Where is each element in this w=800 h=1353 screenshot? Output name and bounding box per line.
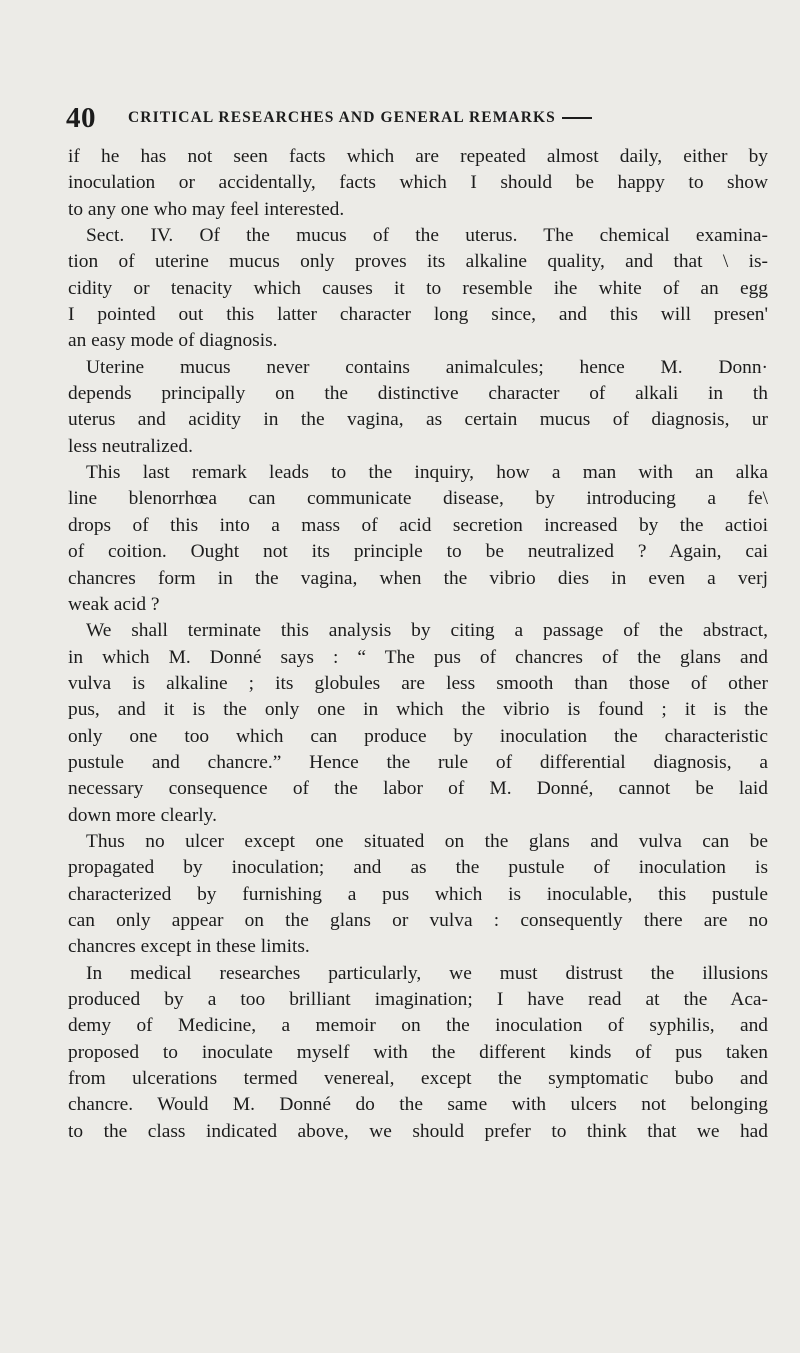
running-head [66, 100, 766, 136]
text-line: vulva is alkaline ; its globules are less smooth than those of other [68, 672, 768, 694]
text-line: only one too which can produce by inoculation the characteristic [68, 725, 768, 747]
text-line: can only appear on the glans or vulva : consequently there are no [68, 909, 768, 931]
running-title: CRITICAL RESEARCHES AND GENERAL REMARKS [128, 109, 556, 126]
text-line: to any one who may feel interested. [68, 198, 345, 220]
text-line: necessary consequence of the labor of M. Donné, cannot be laid [68, 778, 768, 800]
text-line: Sect. IV. Of the mucus of the uterus. The chemical examina- [86, 225, 768, 247]
text-line: chancres form in the vagina, when the vibrio dies in even a verj [68, 567, 768, 589]
text-line: tion of uterine mucus only proves its alkaline quality, and that \ is- [68, 251, 768, 273]
text-line: Uterine mucus never contains animalcules; hence M. Donn· [86, 356, 768, 378]
text-line: cidity or tenacity which causes it to resemble ihe white of an egg [68, 277, 768, 299]
text-line: characterized by furnishing a pus which is inoculable, this pustule [68, 883, 768, 905]
text-line: less neutralized. [68, 435, 193, 457]
text-line: drops of this into a mass of acid secretion increased by the actioi [68, 514, 768, 536]
text-line: Thus no ulcer except one situated on the glans and vulva can be [86, 830, 768, 852]
text-line: inoculation or accidentally, facts which I should be happy to show [68, 172, 768, 194]
body-text [68, 144, 768, 1145]
text-line: produced by a too brilliant imagination; I have read at the Aca- [68, 989, 768, 1010]
text-line: demy of Medicine, a memoir on the inoculation of syphilis, and [68, 1015, 768, 1037]
text-line: weak acid ? [68, 593, 160, 615]
text-line: of coition. Ought not its principle to be neutralized ? Again, cai [68, 541, 768, 563]
text-line: pustule and chancre.” Hence the rule of differential diagnosis, a [68, 751, 768, 773]
text-line: chancres except in these limits. [68, 936, 310, 958]
text-line: This last remark leads to the inquiry, how a man with an alka [86, 462, 768, 484]
text-line: chancre. Would M. Donné do the same with ulcers not belonging [68, 1094, 768, 1116]
text-line: in which M. Donné says : “ The pus of chancres of the glans and [68, 646, 768, 668]
page-number: 40 [66, 101, 96, 134]
text-line: proposed to inoculate myself with the different kinds of pus taken [68, 1041, 768, 1063]
text-line: I pointed out this latter character long since, and this will presen' [68, 304, 768, 326]
text-line: from ulcerations termed venereal, except the symptomatic bubo and [68, 1068, 768, 1090]
text-line: In medical researches particularly, we must distrust the illusions [86, 962, 768, 984]
text-line: uterus and acidity in the vagina, as certain mucus of diagnosis, ur [68, 409, 768, 431]
text-line: if he has not seen facts which are repeated almost daily, either by [68, 146, 768, 167]
text-line: to the class indicated above, we should prefer to think that we had [68, 1120, 768, 1142]
text-line: propagated by inoculation; and as the pustule of inoculation is [68, 857, 768, 879]
text-line: We shall terminate this analysis by citing a passage of the abstract, [86, 620, 768, 642]
text-line: down more clearly. [68, 804, 217, 826]
text-line: depends principally on the distinctive character of alkali in th [68, 383, 768, 405]
text-line: an easy mode of diagnosis. [68, 330, 278, 352]
header-rule [562, 117, 592, 119]
text-line: line blenorrhœa can communicate disease, by introducing a fe\ [68, 488, 768, 510]
text-line: pus, and it is the only one in which the vibrio is found ; it is the [68, 699, 768, 721]
